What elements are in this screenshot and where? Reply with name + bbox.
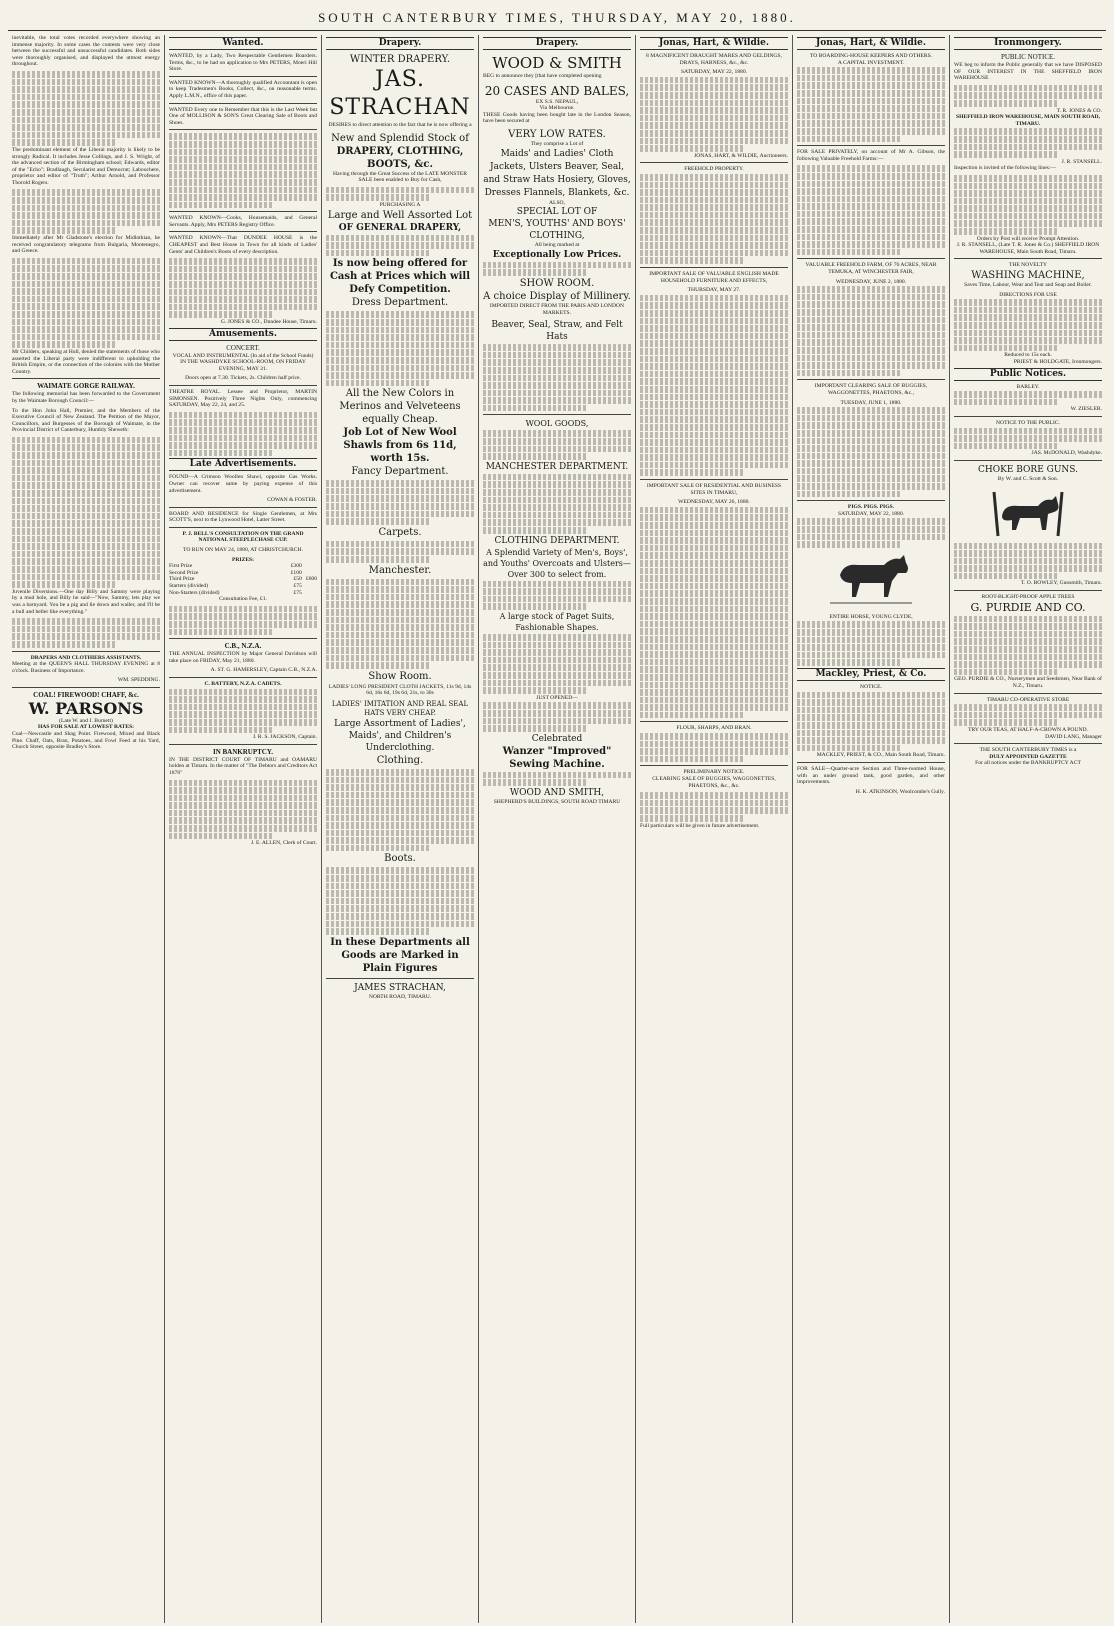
column-2 <box>165 35 322 1623</box>
wood-smith-address: SHEPHERD'S BUILDINGS, SOUTH ROAD TIMARU <box>493 798 621 805</box>
june2-date: WEDNESDAY, JUNE 2, 1880. <box>835 278 907 285</box>
boots-heading: Boots. <box>384 853 416 865</box>
job-lot: Job Lot of New Wool Shawls from 6s 11d, worth 15s. <box>343 427 457 465</box>
stansell-name: J. R. STANSELL. <box>1061 158 1102 165</box>
theatre-ad: THEATRE ROYAL. Lessee and Proprietor, MARTIN SIMONSEN. Positively Three Nights Only, commencing SATURDAY, May 22, 24, and 25. <box>169 388 317 409</box>
news-paragraph: The predominant element of the Liberal majority is likely to be strongly Radical. It includes Jesse Collings, and J. S. Wright, of the advanced section of the Birmingham school; Edwards, editor of the "Echo"; Bradlaugh, Secularist and Democrat; Labouchere, proprietor and editor of "Truth"; Arthur Arnold, and Professor Thorold Rogers. <box>12 146 160 186</box>
new-colors: All the New Colors in Merinos and Velveteens equally Cheap. <box>339 388 461 426</box>
plain-figures: In these Departments all Goods are Marked in Plain Figures <box>330 936 470 974</box>
manchester-dept: MANCHESTER DEPARTMENT. <box>485 461 629 472</box>
special-lot: SPECIAL LOT OF <box>516 207 598 218</box>
full-particulars: Full particulars will be given in future advertisement. <box>640 822 760 829</box>
petition-text: To the Hon John Hall, Premier, and the Members of the Executive Council of New Zealand. The Petition of the Mayor, Councillors, and Burgesses of the Borough of Waimate, in the Provincial District of Canterbury, Humbly Sheweth: <box>12 407 160 434</box>
flour-title: FLOUR, SHARPS, AND BRAN. <box>676 725 752 732</box>
these-goods: THESE Goods having been bought late in the London Season, have been secured at <box>483 111 631 125</box>
atkinson-sign: H. K. ATKINSON, Woolcombe's Gully. <box>855 788 945 795</box>
auctioneers-sign: JONAS, HART, & WILDIE, Auctioneers. <box>694 152 788 159</box>
column-5 <box>636 35 793 1623</box>
residential-title: IMPORTANT SALE OF RESIDENTIAL AND BUSINESS SITES IN TIMARU, <box>646 483 782 496</box>
railway-intro: The following memorial has been forwarded to the Government by the Waimate Borough Council:— <box>12 391 160 404</box>
cbnza-title: C.B., N.Z.A. <box>224 642 262 651</box>
prize-row: Starters (divided) £75 <box>169 583 302 590</box>
prize-row: First Prize £300 <box>169 563 302 570</box>
public-notice: PUBLIC NOTICE. <box>1000 53 1056 61</box>
ziesler-sign: W. ZIESLER. <box>1070 406 1102 413</box>
show-room: SHOW ROOM. <box>519 277 595 289</box>
marked-at: All being marked at <box>534 242 580 249</box>
mackley-sign: MACKLEY, PRIEST, & CO., Main South Road, Timaru. <box>816 752 945 759</box>
fancy-heading: Fancy Department. <box>351 466 449 478</box>
columns <box>8 35 1106 1623</box>
wanzer-machine: Wanzer "Improved" Sewing Machine. <box>502 745 612 770</box>
consult-fee: Consultation Fee, £1. <box>219 596 267 603</box>
board-ad: BOARD AND RESIDENCE for Single Gentlemen, at Mrs SCOTT'S, next to the Lynwood Hotel, Latter Street. <box>169 510 317 524</box>
notice-title: NOTICE. <box>860 683 882 690</box>
entire-horse: ENTIRE HORSE, YOUNG CLYDE, <box>829 613 913 620</box>
ship-name: EX S.S. NEPAUL, <box>535 98 579 105</box>
late-ads-heading: Late Advertisements. <box>169 458 317 471</box>
prelim-title: PRELIMINARY NOTICE. <box>683 769 745 776</box>
prize-row: Third Prize £50 <box>169 576 302 583</box>
clothing-heading: Clothing. <box>376 754 424 766</box>
wanted-ad: WANTED Every one to Remember that this is the Last Week but One of MOLLISON & SON'S Great Clearing Sale of Boots and Shoes. <box>169 106 317 126</box>
juvenile-paragraph: Juvenile Diversions.—One day Billy and Sammy were playing by a mud hole, and Billy he said—"Now, Sammy, lets play we was a barnyard. You be a pig and lie down and waller, and I'll be a bull and beller like everything." <box>12 588 160 615</box>
purdie-name: G. PURDIE AND CO. <box>970 600 1086 614</box>
show-room-heading: Show Room. <box>368 670 432 682</box>
furniture-title: IMPORTANT SALE OF VALUABLE ENGLISH MADE HOUSEHOLD FURNITURE AND EFFECTS, <box>649 271 779 284</box>
freehold-title: FREEHOLD PROPERTY. <box>684 166 744 173</box>
concert-title: CONCERT. <box>226 343 260 352</box>
trjones-sign: T. R. JONES & CO. <box>1056 107 1102 114</box>
parsons-items: Coal—Newcastle and Shag Point. Firewood, Mixed and Black Pine. Chaff, Oats, Bran, Potatoes, and Fowl Feed at his Yard, Church Street, opposite Bradley's Store. <box>12 731 160 751</box>
concert-text: VOCAL AND INSTRUMENTAL (In aid of the School Funds) IN THE WASHDYKE SCHOOL-ROOM, ON FRIDAY EVENING, MAY 21. <box>172 352 314 372</box>
wool-goods: WOOL GOODS, <box>525 419 589 429</box>
jackson-sign: J. R. S. JACKSON, Captain. <box>252 734 317 741</box>
ironmongery-heading: Ironmongery. <box>954 37 1102 50</box>
furniture-date: THURSDAY, MAY 27. <box>687 287 741 294</box>
duly-gazette: DULY APPOINTED GAZETTE <box>989 753 1067 760</box>
column-1 <box>8 35 165 1623</box>
we-beg: WE beg to inform the Public generally that we have DISPOSED OF OUR INTEREST IN THE SHEFFIELD IRON WAREHOUSE <box>954 62 1102 82</box>
gun-illustration <box>954 486 1102 540</box>
wanted-ad: WANTED KNOWN—Cooks, Housemaids, and General Servants. Apply, Mrs PETERS Registry Office. <box>169 215 317 228</box>
stansell-sign: J. R. STANSELL, (Late T. R. Jones & Co.) SHEFFIELD IRON WAREHOUSE, Main South Road, Timaru. <box>956 242 1100 255</box>
prizes-heading: PRIZES: <box>231 556 255 563</box>
cbnza-sign: A. ST. G. HAMERSLEY, Captain C.B., N.Z.A. <box>210 667 317 674</box>
masthead: SOUTH CANTERBURY TIMES, THURSDAY, MAY 20, 1880. <box>8 6 1106 31</box>
new-stock: New and Splendid Stock of <box>331 132 469 144</box>
found-ad: FOUND—A Crimson Woollen Shawl, opposite Gas Works. Owner can recover same by paying expense of this advertisement. <box>169 474 317 494</box>
clearing-title: CLEARING SALE OF BUGGIES, WAGGONETTES, PHAETONS, &c., &c. <box>652 776 776 789</box>
celebrated: Celebrated <box>531 733 583 744</box>
drapers-text: Meeting at the QUEEN'S HALL THURSDAY EVENING at 8 o'clock. Business of Importance. <box>12 661 160 674</box>
purchasing: PURCHASING A <box>379 201 421 208</box>
mares-title: 8 MAGNIFICENT DRAUGHT MARES AND GELDINGS, DRAYS, HARNESS, &c., &c. <box>646 53 782 66</box>
found-sign: COWAN & FOSTER. <box>267 497 317 504</box>
parsons-sub: (Late W. and J. Burnett) <box>59 717 113 724</box>
purdie-sign: GEO. PURDIE & CO., Nurserymen and Seedsmen, Near Bank of N.Z., Timaru. <box>954 676 1102 689</box>
news-paragraph: Immediately after Mr Gladstone's election for Midlothian, he received congratulatory telegrams from Bulgaria, Montenegro, and Greece. <box>12 235 160 255</box>
pigs-title: PIGS. PIGS. PIGS. <box>847 504 895 511</box>
news-paragraph: Mr Childers, speaking at Hull, denied the statements of those who asserted the Liberal party were indifferent to upholding the British Empire, or the connection of the colonies with the Mother Country. <box>12 348 160 375</box>
strachan-address: NORTH ROAD, TIMARU. <box>368 993 432 1000</box>
column-6 <box>793 35 950 1623</box>
parsons-sale: HAS FOR SALE AT LOWEST RATES: <box>37 724 135 731</box>
wanted-ad: WANTED KNOWN—That DUNDEE HOUSE is the CHEAPEST and Best House in Town for all kinds of Ladies' Gents' and Children's Boots of every description. <box>169 235 317 255</box>
just-opened: JUST OPENED— <box>536 694 578 701</box>
lang-sign: DAVID LANG, Manager <box>1045 733 1102 740</box>
strachan-sign: JAMES STRACHAN, <box>354 982 446 993</box>
comprise: They comprise a Lot of <box>530 140 584 147</box>
concert-doors: Doors open at 7.30. Tickets, 2s. Children half price. <box>185 375 301 382</box>
coop-store: TIMARU CO-OPERATIVE STORE <box>986 696 1070 703</box>
apple-trees: ROOT-BLIGHT-PROOF APPLE TREES <box>981 594 1075 601</box>
beaver-hats: Beaver, Seal, Straw, and Felt Hats <box>491 320 623 343</box>
jones-sign: G. JONES & CO., Dundee House, Timaru. <box>220 319 317 325</box>
jhw-heading: Jonas, Hart, & Wildie. <box>640 37 788 50</box>
guns-maker: By W. and C. Scott & Son. <box>997 475 1059 482</box>
private-sale: FOR SALE PRIVATELY, on account of Mr A. Gibson, the following Valuable Freehold Farms:— <box>797 149 945 162</box>
large-lot: Large and Well Assorted Lot <box>327 209 473 221</box>
parsons-name: W. PARSONS <box>28 698 144 718</box>
bankruptcy-sign: J. E. ALLEN, Clerk of Court. <box>250 840 317 847</box>
drapers-sign: WM. SPEDDING. <box>117 677 160 684</box>
saves-time: Saves Time, Labour, Wear and Tear and Soap and Boiler. <box>964 282 1092 289</box>
freehold-farm: VALUABLE FREEHOLD FARM, OF 76 ACRES, NEAR TEMUKA, AT WINCHESTER FAIR, <box>805 262 937 276</box>
very-low-rates: VERY LOW RATES. <box>508 128 606 140</box>
residential-date: WEDNESDAY, MAY 26, 1880. <box>678 499 750 506</box>
column-3 <box>322 35 479 1623</box>
carpets-heading: Carpets. <box>378 526 422 538</box>
orders-post: Orders by Post will receive Prompt Attention. <box>976 235 1080 242</box>
strachan-desires: DESIRES to direct attention to the fact that he is now offering a <box>328 122 472 128</box>
clothing-dept: CLOTHING DEPARTMENT. <box>494 535 620 546</box>
imported: IMPORTED DIRECT FROM THE PARIS AND LONDON MARKETS. <box>489 302 625 316</box>
jackets-list: Maids' and Ladies' Cloth Jackets, Ulsters Beaver, Seal, and Straw Hats Hosiery, Gloves, Dresses Flannels, Blankets, &c. <box>483 148 631 198</box>
amusements-heading: Amusements. <box>169 328 317 341</box>
exceptional-prices: Exceptionally Low Prices. <box>492 249 622 260</box>
priest-sign: PRIEST & HOLDGATE, Ironmongers. <box>1013 358 1102 365</box>
bowley-sign: T. O. BOWLEY, Gunsmith, Timaru. <box>1020 580 1102 587</box>
dress-heading: Dress Department. <box>351 297 449 309</box>
cbnza-text: THE ANNUAL INSPECTION by Major General Davidson will take place on FRIDAY, May 21, 1880. <box>169 651 317 664</box>
bell-run: TO RUN ON MAY 24, 1880, AT CHRISTCHURCH. <box>183 547 303 554</box>
coal-heading: COAL! FIREWOOD! CHAFF, &c. <box>33 690 139 699</box>
winter-drapery: WINTER DRAPERY. <box>349 54 451 65</box>
railway-heading: WAIMATE GORGE RAILWAY. <box>37 382 135 391</box>
bankruptcy-title: IN BANKRUPTCY. <box>212 747 274 756</box>
drapers-heading: DRAPERS AND CLOTHIERS ASSISTANTS. <box>30 654 142 661</box>
june1-date: TUESDAY, JUNE 1, 1880. <box>840 399 902 406</box>
horse-illustration <box>797 551 945 611</box>
general-drapery: OF GENERAL DRAPERY, <box>338 222 462 233</box>
drapery-line: DRAPERY, CLOTHING, BOOTS, &c. <box>336 145 464 170</box>
millinery: A choice Display of Millinery. <box>483 290 631 302</box>
sheffield-warehouse: SHEFFIELD IRON WAREHOUSE, MAIN SOUTH ROAD, TIMARU. <box>956 114 1100 127</box>
bell-title: P. J. BELL'S CONSULTATION ON THE GRAND NATIONAL STEEPLECHASE CUP. <box>182 530 304 544</box>
bankruptcy-act: For all notices under the BANKRUPTCY ACT <box>975 760 1081 767</box>
prize-row: Second Prize £100 <box>169 569 302 576</box>
news-lead: inevitable, the total votes recorded everywhere showing an immense majority. In some cases the contests were very close between the successful and unsuccessful candidates. Both sides were thoroughly organised, and displayed the utmost energy throughout. <box>12 35 160 68</box>
mackley-heading: Mackley, Priest, & Co. <box>797 668 945 681</box>
clearing-sale: IMPORTANT CLEARING SALE OF BUGGIES, WAGGONETTES, PHAETONS, &c., <box>814 383 928 396</box>
washing-machine: WASHING MACHINE, <box>971 270 1085 282</box>
inspection: Inspection is invited of the following lines:— <box>954 165 1056 172</box>
column-4 <box>479 35 636 1623</box>
paget-suits: A large stock of Paget Suits, Fashionable Shapes. <box>499 611 615 632</box>
prize-table <box>169 563 317 596</box>
reduced-price: Reduced to 15s each. <box>1004 352 1052 359</box>
may22-date: SATURDAY, MAY 22, 1880. <box>837 510 905 517</box>
public-notices-heading: Public Notices. <box>954 368 1102 381</box>
novelty: THE NOVELTY <box>1008 262 1048 269</box>
offering: Is now being offered for Cash at Prices which will Defy Competition. <box>329 258 471 296</box>
dog-icon <box>988 486 1068 540</box>
seal-hats: LADIES' IMITATION AND REAL SEAL HATS VERY CHEAP. <box>331 699 469 717</box>
ladies-jackets: LADIES' LONG PRESIDENT CLOTH JACKETS, 11s 9d, 14s 6d, 16s 6d, 19s 6d, 21s, to 30s <box>328 683 472 697</box>
strachan-name: JAS. STRACHAN <box>329 67 471 120</box>
wanted-ad: WANTED, by a Lady, Two Respectable Gentlemen Boarders. Terms, &c., to be had on application to Mrs PETERS, Moeri Hill Store. <box>169 53 317 73</box>
notice-to-public: NOTICE TO THE PUBLIC. <box>995 419 1061 426</box>
drapery-heading-2: Drapery. <box>483 37 631 50</box>
cadets-title: C. BATTERY, N.Z.A. CADETS. <box>204 680 282 687</box>
for-sale-ad: FOR SALE—Quarter-acre Section and Three-roomed House, with an under ground tank, good garden, and other improvements. <box>797 765 945 786</box>
directions: DIRECTIONS FOR USE <box>999 291 1057 298</box>
strachan-having: Having through the Great Success of the LATE MONSTER SALE been enabled to Buy for Cash, <box>333 170 467 184</box>
barley-title: BARLEY. <box>1016 383 1040 390</box>
boarding-title: TO BOARDING-HOUSE KEEPERS AND OTHERS. <box>809 53 933 59</box>
beg-text: BEG to announce they [that have completed opening <box>483 73 602 79</box>
mcdonald-sign: JAS. McDONALD, Washdyke. <box>1031 450 1102 457</box>
wood-smith-sign: WOOD AND SMITH, <box>509 787 605 798</box>
bankruptcy-text: IN THE DISTRICT COURT OF TIMARU and OAMARU holden at Timaru. In the matter of "The Debtors and Creditors Act 1876" <box>169 756 318 776</box>
drapery-heading: Drapery. <box>326 37 474 50</box>
jhw-heading-2: Jonas, Hart, & Wildie. <box>797 37 945 50</box>
capital-title: A CAPITAL INVESTMENT. <box>837 59 905 66</box>
splendid-variety: A Splendid Variety of Men's, Boys', and Youths' Overcoats and Ulsters—Over 300 to select from. <box>483 547 631 579</box>
prize-row: Non-Starters (divided) £75 <box>169 589 302 596</box>
wanted-heading: Wanted. <box>169 37 317 50</box>
mens-clothing: MEN'S, YOUTHS' AND BOYS' CLOTHING, <box>488 219 626 242</box>
sct-notice: THE SOUTH CANTERBURY TIMES is a <box>979 747 1077 754</box>
column-7 <box>950 35 1106 1623</box>
manchester-heading: Manchester. <box>368 564 432 576</box>
wanted-ad: WANTED KNOWN—A thoroughly qualified Accountant is open to keep Tradesmen's Books, Collect, &c., on reasonable terms. Apply L.M.N., office of this paper. <box>169 79 317 99</box>
horse-icon <box>826 551 916 611</box>
choke-bore-guns: CHOKE BORE GUNS. <box>978 464 1078 475</box>
via-melbourne: Via Melbourne. <box>539 105 575 112</box>
underclothing: Large Assortment of Ladies', Maids', and Children's Underclothing. <box>334 718 466 753</box>
wood-smith-name: WOOD & SMITH <box>492 54 622 72</box>
prize-total: £600 <box>305 576 317 583</box>
also: ALSO, <box>548 199 565 206</box>
try-teas: TRY OUR TEAS, AT HALF-A-CROWN A POUND. <box>968 726 1088 733</box>
cases-bales: 20 CASES AND BALES, <box>484 83 630 98</box>
sale-date: SATURDAY, MAY 22, 1880. <box>680 69 748 76</box>
